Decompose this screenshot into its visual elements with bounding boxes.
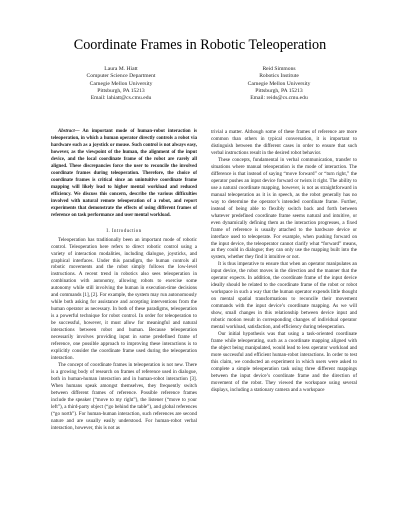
author-city: Pittsburgh, PA 15213	[255, 87, 303, 94]
author-block-1	[46, 66, 196, 102]
paper-title: Coordinate Frames in Robotic Teleoperation	[73, 37, 327, 53]
author-email: Email: reids@cs.cmu.edu	[250, 95, 308, 102]
left-column	[51, 129, 197, 432]
author-block-2	[204, 66, 354, 102]
right-column	[211, 129, 357, 394]
author-city: Pittsburgh, PA 15213	[97, 87, 145, 94]
author-organization: Carnegie Mellon University	[247, 80, 311, 87]
author-email: Email: lahiatt@cs.cmu.edu	[90, 95, 152, 102]
section-heading-introduction: I. Introduction	[106, 228, 142, 234]
author-name: Laura M. Hiatt	[104, 66, 138, 72]
right-paragraph-4: Our initial hypothesis was that using a task-oriented coordinate frame while teleoperating, such as a coordinate mapping aligned with the object being manipulated, would lead to less operator workload and more successful and efficient human-robot interactions. In order to test this claim, we conducted an experiment in which users were asked to complete a simple teleoperation task using three different mappings between the input device’s coordinate frame and the direction of movement of the robot. They viewed the workspace using several displays, including a stationary camera and a workspace	[211, 331, 357, 393]
intro-paragraph-1: Teleoperation has traditionally been an important mode of robotic control. Teleoperation here refers to direct robotic control using a variety of interaction modalities, including dialogue, joysticks, and graphical interfaces. Under this paradigm, the human controls all robotic movements and the robot simply follows the low-level instructions. A recent trend in robotics also sees teleoperation in combination with autonomy, allowing robots to exercise some autonomy while still involving the human in execution-time decisions and commands [1], [2]. For example, the system may run autonomously while both asking for assistance and accepting interventions from the human operator as necessary. In both of these paradigms, teleoperation is a powerful technique for robot control. In order for teleoperation to be successful, however, it must allow for meaningful and natural interactions between robot and human. Because teleoperation necessarily involves providing input in some predefined frame of reference, one possible approach to improving these interactions is to explicitly consider the coordinate frame used during the teleoperation interaction.	[51, 236, 197, 362]
intro-paragraph-2: The concept of coordinate frames in teleoperation is not new. There is a growing body of research on frames of reference used in dialogue, both in human-human interaction and in human-robot interaction [3]. When humans speak amongst themselves, they frequently switch between different frames of reference. Possible reference frames include the speaker (“move to my right”), the listener (“move to your left”), a third-party object (“go behind the table”), and global references (“go north”). For human-human interaction, such references are second nature and are usually easily understood. For human-robot verbal interaction, however, this is not as	[51, 362, 197, 431]
abstract-body: — An important mode of human-robot interaction is teleoperation, in which a human operator directly controls a robot via hardware such as a joystick or mouse. Such control is not always easy, however, as the viewpoint of the human, the alignment of the input device, and the local coordinate frame of the robot are rarely all aligned. These discrepancies force the user to reconcile the involved coordinate frames during teleoperation. Therefore, the choice of coordinate frames is critical since an unintuitive coordinate frame mapping will likely lead to higher mental workload and reduced efficiency. We discuss this concern, describe the various difficulties involved with natural remote teleoperation of a robot, and report experiments that demonstrate the effects of using different frames of reference on task performance and user mental workload.	[51, 129, 197, 218]
author-name: Reid Simmons	[262, 66, 296, 72]
abstract-lead: Abstract	[58, 129, 75, 134]
author-organization: Carnegie Mellon University	[89, 80, 153, 87]
right-paragraph-2: These concepts, fundamental in verbal communication, transfer to situations where manual teleoperation is the mode of interaction. The difference is that instead of saying “move forward” or “turn right,” the operator pushes an input device forward or twists it right. The ability to use a natural coordinate mapping, however, is not as straightforward in manual teleoperation as it is in speech, as the robot generally has no way to determine the operator’s intended coordinate frame. Further, instead of being able to flexibly switch back and forth between whatever predefined coordinate frame seems natural and intuitive, or even dynamically defining them as the interaction progresses, a fixed frame of reference is usually attached to the hardware device or interface used to teleoperate. For example, when pushing forward on the input device, the teleoperator cannot clarify what “forward” means, as they could in dialogue; they can only use the mapping built into the system, whether they find it intuitive or not.	[211, 156, 357, 261]
author-department: Computer Science Department	[86, 73, 156, 80]
right-paragraph-3: It is thus imperative to ensure that when an operator manipulates an input device, the robot moves in the direction and the manner that the operator expects. In addition, the coordinate frame of the input device ideally should be related to the coordinate frame of the robot or robot workspace in such a way that the human operator expends little thought on mental spatial transformations to reconcile their movement commands with the input device’s coordinate mapping. As we will show, small changes in this relationship between device input and robotic motion result in corresponding changes of individual operator mental workload, satisfaction, and efficiency during teleoperation.	[211, 261, 357, 331]
right-paragraph-1: trivial a matter. Although some of these frames of reference are more common than others in typical conversation, it is important to distinguish between the different cases in order to ensure that such verbal instructions result in the desired robot behavior.	[211, 129, 357, 156]
abstract	[51, 129, 197, 220]
author-department: Robotics Institute	[259, 73, 299, 80]
